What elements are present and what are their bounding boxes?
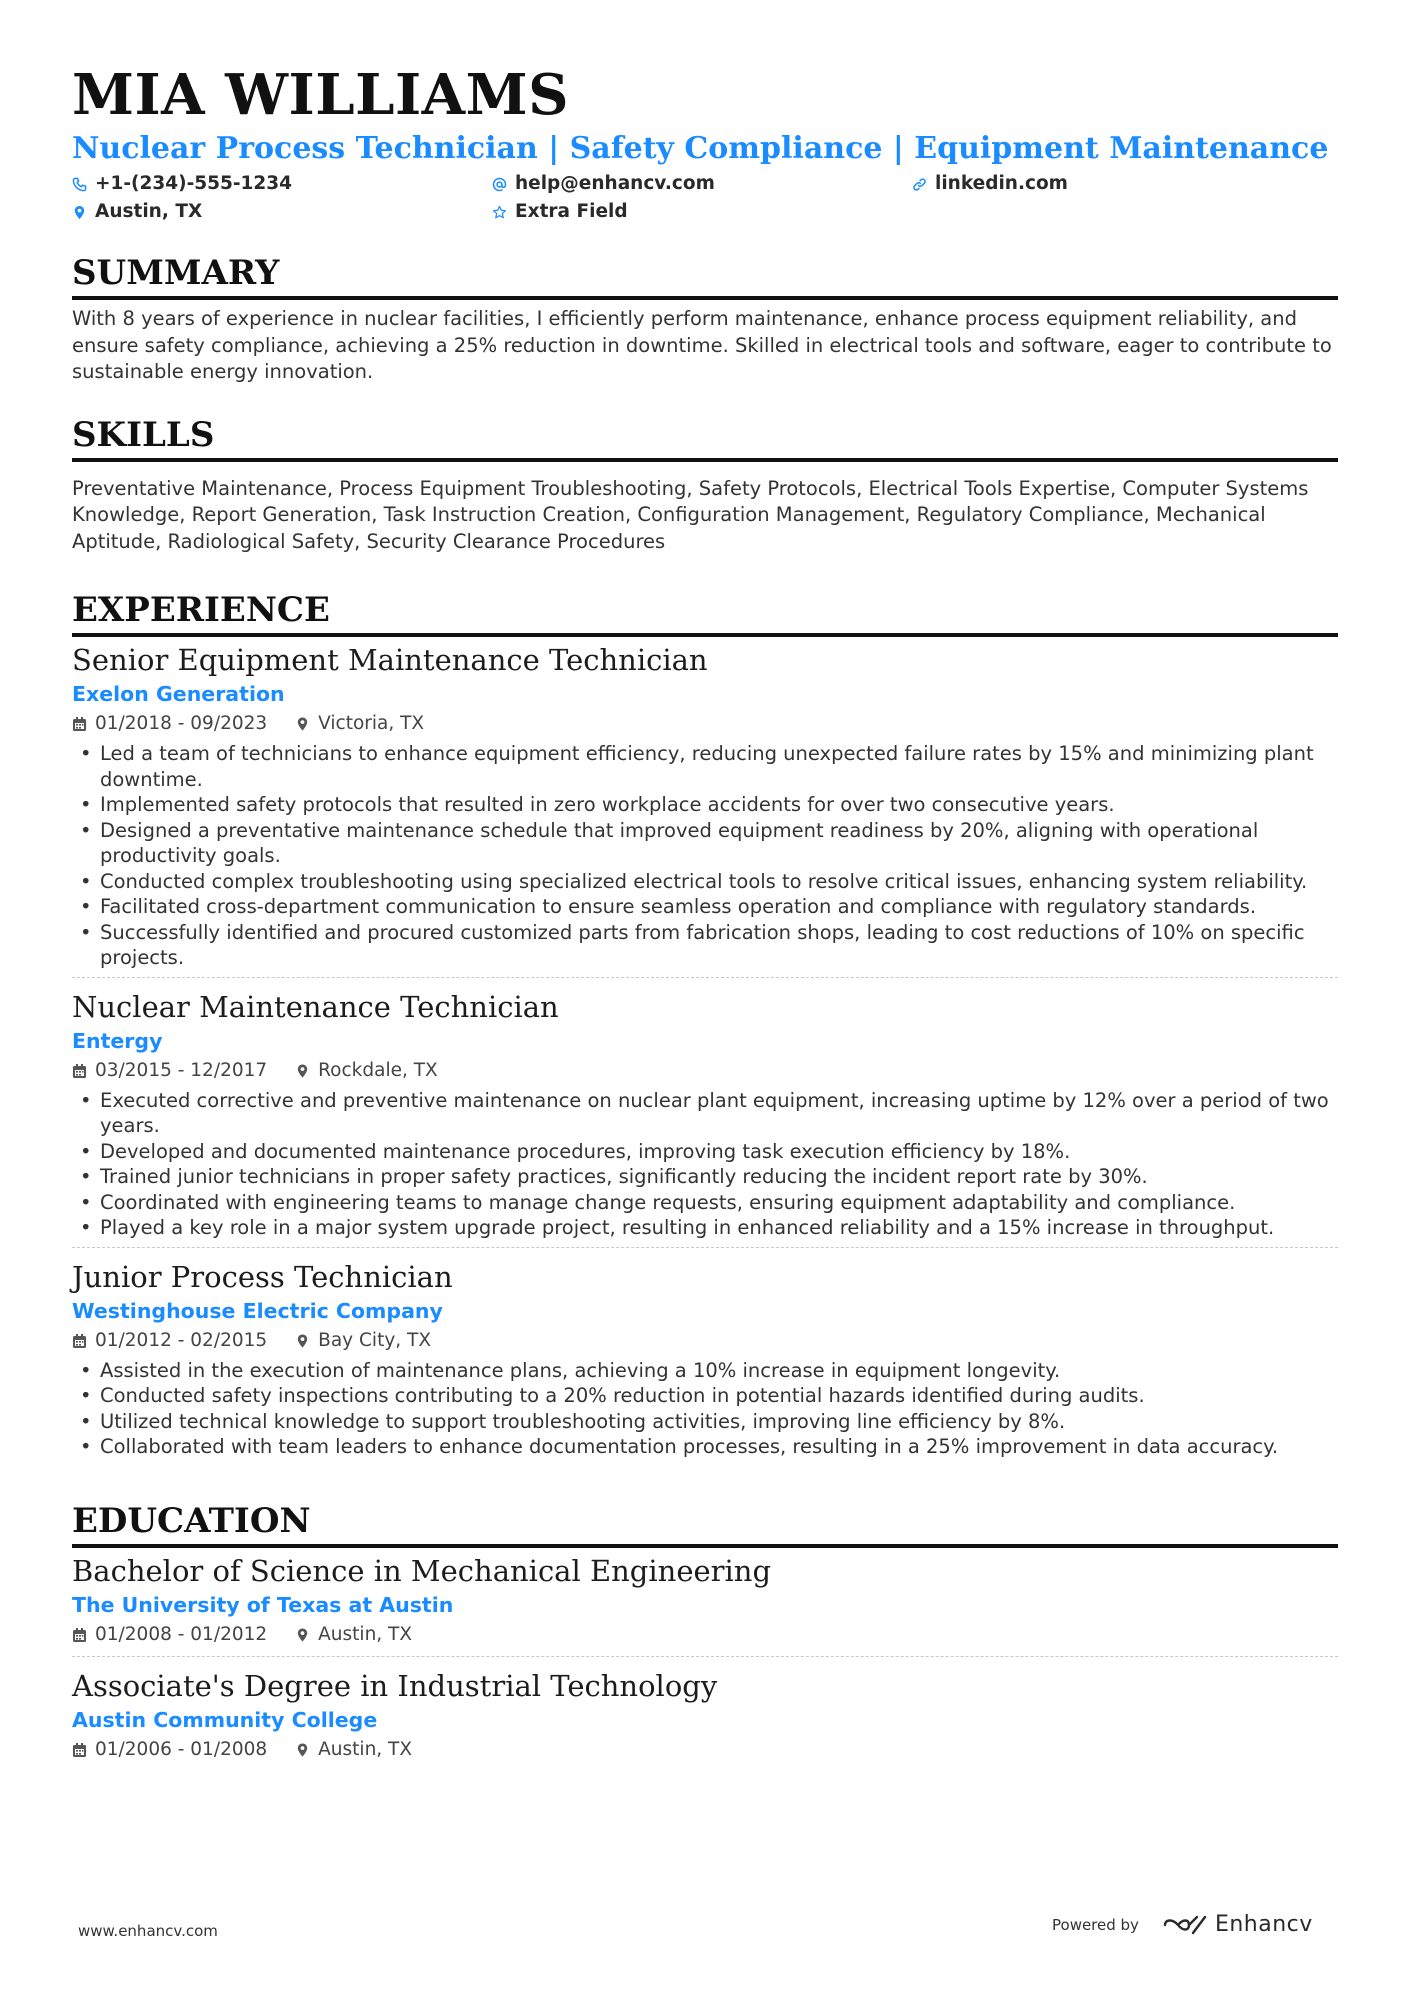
- experience-organization: Westinghouse Electric Company: [72, 1298, 443, 1323]
- education-dates: 01/2006 - 01/2008: [95, 1738, 268, 1760]
- experience-title: Senior Equipment Maintenance Technician: [72, 643, 708, 677]
- candidate-headline: Nuclear Process Technician | Safety Compliance | Equipment Maintenance: [72, 131, 1329, 166]
- education-entry: [72, 1656, 1338, 1771]
- experience-bullets: [72, 1088, 1338, 1241]
- bullet-item: • Facilitated cross-department communication to ensure seamless operation and compliance with regulatory standards.: [72, 894, 1338, 920]
- experience-entry: [72, 1247, 1338, 1466]
- map-pin-icon: [72, 205, 87, 220]
- education-location: Austin, TX: [318, 1623, 413, 1645]
- powered-by-text: Powered by: [1052, 1915, 1139, 1934]
- skills-section: [72, 414, 1338, 556]
- link-icon: [912, 177, 927, 192]
- contact-extra: [492, 200, 912, 224]
- education-meta: [72, 1620, 1338, 1650]
- at-icon: [492, 177, 507, 192]
- calendar-icon: [72, 1627, 87, 1643]
- bullet-item: • Collaborated with team leaders to enhance documentation processes, resulting in a 25% improvement in data accuracy.: [72, 1434, 1338, 1460]
- calendar-icon: [72, 716, 87, 732]
- experience-location: Victoria, TX: [318, 713, 425, 734]
- linkedin-text: linkedin.com: [935, 173, 1068, 194]
- resume-header: [72, 62, 1338, 224]
- bullet-item: • Conducted complex troubleshooting using specialized electrical tools to resolve critical issues, enhancing system reliability.: [72, 869, 1338, 895]
- brand-name: Enhancv: [1214, 1912, 1313, 1937]
- enhancv-logo-icon: [1163, 1913, 1207, 1937]
- education-organization: Austin Community College: [72, 1707, 378, 1732]
- contact-email[interactable]: [492, 172, 912, 196]
- experience-location: Bay City, TX: [318, 1329, 432, 1351]
- education-location-group: [295, 1620, 412, 1650]
- experience-title: Nuclear Maintenance Technician: [72, 989, 559, 1024]
- candidate-name: MIA WILLIAMS: [72, 62, 570, 128]
- bullet-item: • Conducted safety inspections contributing to a 20% reduction in potential hazards identified during audits.: [72, 1383, 1338, 1409]
- education-location: Austin, TX: [318, 1738, 413, 1760]
- contact-location: [72, 200, 492, 224]
- extra-field-text: Extra Field: [515, 201, 628, 222]
- skills-text: Preventative Maintenance, Process Equipment Troubleshooting, Safety Protocols, Electrical Tools Expertise, Computer Systems Knowledge, Report Generation, Task Instruction Creation, Configuration Management, Regulatory Compliance, Mechanical Aptitude, Radiological Safety, Security Clearance Procedures: [72, 476, 1309, 553]
- bullet-item: • Designed a preventative maintenance schedule that improved equipment readiness by 20%, aligning with operational productivity goals.: [72, 818, 1338, 869]
- experience-title: Junior Process Technician: [72, 1259, 453, 1294]
- experience-dates: 01/2018 - 09/2023: [95, 713, 268, 734]
- experience-meta: [72, 709, 1338, 739]
- bullet-item: • Played a key role in a major system upgrade project, resulting in enhanced reliability and a 15% increase in throughput.: [72, 1215, 1338, 1241]
- map-pin-icon: [295, 1742, 310, 1758]
- bullet-item: • Executed corrective and preventive maintenance on nuclear plant equipment, increasing uptime by 12% over a period of two years.: [72, 1088, 1338, 1139]
- experience-entry: [72, 977, 1338, 1247]
- experience-dates: 01/2012 - 02/2015: [95, 1329, 268, 1351]
- experience-dates: 03/2015 - 12/2017: [95, 1059, 268, 1081]
- experience-location: Rockdale, TX: [318, 1059, 438, 1081]
- brand-logo[interactable]: [1163, 1912, 1313, 1937]
- email-text: help@enhancv.com: [515, 173, 715, 194]
- contact-phone[interactable]: [72, 172, 492, 196]
- experience-list: [72, 641, 1338, 1466]
- bullet-item: • Led a team of technicians to enhance equipment efficiency, reducing unexpected failure rates by 15% and minimizing plant downtime.: [72, 741, 1338, 792]
- calendar-icon: [72, 1063, 87, 1079]
- experience-meta: [72, 1056, 1338, 1086]
- experience-location-group: [295, 709, 424, 739]
- education-organization: The University of Texas at Austin: [72, 1592, 454, 1617]
- education-title: Associate's Degree in Industrial Technology: [72, 1668, 718, 1703]
- calendar-icon: [72, 1742, 87, 1758]
- calendar-icon: [72, 1333, 87, 1349]
- bullet-item: • Assisted in the execution of maintenance plans, achieving a 10% increase in equipment longevity.: [72, 1358, 1338, 1384]
- skills-title: SKILLS: [72, 414, 1338, 462]
- experience-organization: Exelon Generation: [72, 682, 285, 706]
- education-meta: [72, 1735, 1338, 1765]
- experience-entry: [72, 641, 1338, 977]
- summary-text: With 8 years of experience in nuclear facilities, I efficiently perform maintenance, enhance process equipment reliability, and ensure safety compliance, achieving a 25% reduction in downtime. Skilled in electrical tools and software, eager to contribute to sustainable energy innovation.: [72, 307, 1332, 383]
- star-icon: [492, 205, 507, 220]
- bullet-item: • Developed and documented maintenance procedures, improving task execution efficiency by 18%.: [72, 1139, 1338, 1165]
- bullet-item: • Trained junior technicians in proper safety practices, significantly reducing the incident report rate by 30%.: [72, 1164, 1338, 1190]
- experience-organization: Entergy: [72, 1028, 163, 1053]
- bullet-item: • Coordinated with engineering teams to manage change requests, ensuring equipment adaptability and compliance.: [72, 1190, 1338, 1216]
- experience-bullets: [72, 741, 1338, 971]
- education-entry: [72, 1552, 1338, 1656]
- experience-bullets: [72, 1358, 1338, 1460]
- experience-meta: [72, 1326, 1338, 1356]
- experience-section: [72, 589, 1338, 1466]
- footer-website[interactable]: www.enhancv.com: [78, 1922, 218, 1940]
- bullet-item: • Successfully identified and procured customized parts from fabrication shops, leading to cost reductions of 10% on specific projects.: [72, 920, 1338, 971]
- education-section: [72, 1500, 1338, 1771]
- location-text: Austin, TX: [95, 201, 203, 222]
- map-pin-icon: [295, 1333, 310, 1349]
- phone-text: +1-(234)-555-1234: [95, 173, 293, 194]
- map-pin-icon: [295, 716, 310, 732]
- contact-info: [72, 172, 1338, 224]
- education-title: EDUCATION: [72, 1500, 1338, 1548]
- education-dates: 01/2008 - 01/2012: [95, 1623, 268, 1645]
- footer-branding: [1052, 1912, 1313, 1937]
- experience-location-group: [295, 1056, 438, 1086]
- education-location-group: [295, 1735, 412, 1765]
- map-pin-icon: [295, 1063, 310, 1079]
- experience-location-group: [295, 1326, 431, 1356]
- experience-title: EXPERIENCE: [72, 589, 1338, 637]
- summary-section: [72, 252, 1338, 386]
- contact-linkedin[interactable]: [912, 172, 1312, 196]
- bullet-item: • Implemented safety protocols that resulted in zero workplace accidents for over two consecutive years.: [72, 792, 1338, 818]
- map-pin-icon: [295, 1627, 310, 1643]
- phone-icon: [72, 177, 87, 192]
- summary-title: SUMMARY: [72, 252, 1338, 300]
- bullet-item: • Utilized technical knowledge to support troubleshooting activities, improving line efficiency by 8%.: [72, 1409, 1338, 1435]
- education-title: Bachelor of Science in Mechanical Engineering: [72, 1553, 772, 1588]
- education-list: [72, 1552, 1338, 1771]
